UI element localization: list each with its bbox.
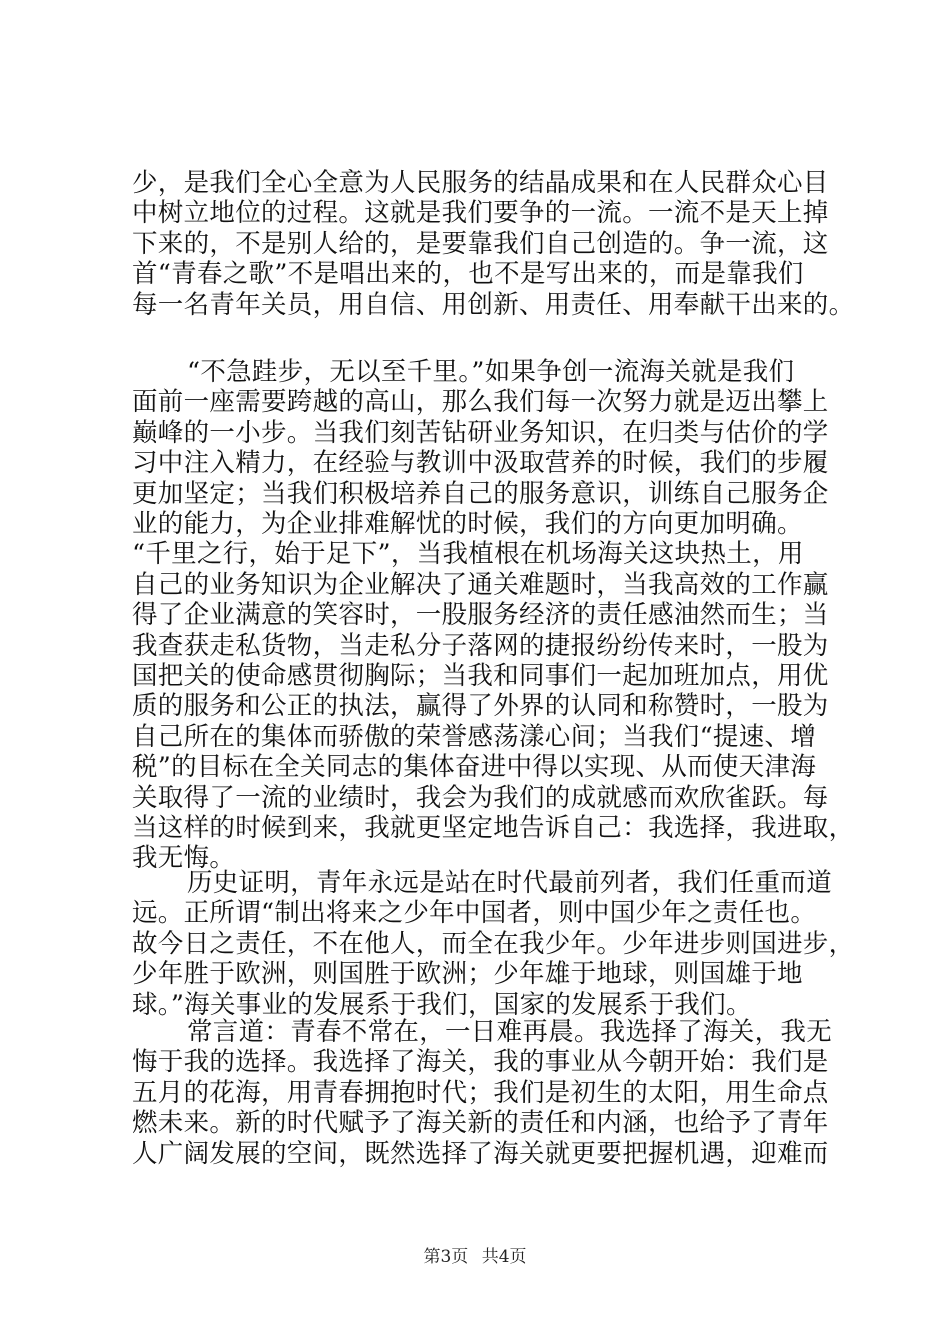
text-line: 少年胜于欧洲，则国胜于欧洲；少年雄于地球，则国雄于地 xyxy=(132,959,803,990)
text-line: 得了企业满意的笑容时，一股服务经济的责任感油然而生；当 xyxy=(132,600,829,631)
text-line: 人广阔发展的空间，既然选择了海关就更要把握机遇，迎难而 xyxy=(132,1138,829,1169)
text-line: 下来的，不是别人给的，是要靠我们自己创造的。争一流，这 xyxy=(132,228,829,259)
text-line: 更加坚定；当我们积极培养自己的服务意识，训练自己服务企 xyxy=(132,478,829,509)
text-line: 巅峰的一小步。当我们刻苦钻研业务知识，在归类与估价的学 xyxy=(132,417,829,448)
page-footer xyxy=(0,1246,950,1268)
text-line: 当这样的时候到来，我就更坚定地告诉自己：我选择，我进取， xyxy=(132,813,855,843)
text-line: 故今日之责任，不在他人，而全在我少年。少年进步则国进步， xyxy=(132,928,855,959)
page-number: 第3页 xyxy=(423,1247,469,1267)
text-line: 业的能力，为企业排难解忧的时候，我们的方向更加明确。 xyxy=(132,509,803,539)
text-line: 首“青春之歌”不是唱出来的，也不是写出来的，而是靠我们 xyxy=(132,259,804,290)
text-line: 质的服务和公正的执法，赢得了外界的认同和称赞时，一股为 xyxy=(132,691,829,722)
text-line: “千里之行，始于足下”，当我植根在机场海关这块热土，用 xyxy=(132,539,804,570)
text-line: 球。”海关事业的发展系于我们，国家的发展系于我们。 xyxy=(132,989,752,1020)
text-line: 中树立地位的过程。这就是我们要争的一流。一流不是天上掉 xyxy=(132,198,829,229)
text-line: 习中注入精力，在经验与教训中汲取营养的时候，我们的步履 xyxy=(132,448,829,479)
text-line: 国把关的使命感贯彻胸际；当我和同事们一起加班加点，用优 xyxy=(132,661,829,691)
text-line: 自己所在的集体而骄傲的荣誉感荡漾心间；当我们“提速、增 xyxy=(132,721,817,752)
text-line: 每一名青年关员，用自信、用创新、用责任、用奉献干出来的。 xyxy=(132,289,855,320)
text-line: 燃未来。新的时代赋予了海关新的责任和内涵，也给予了青年 xyxy=(132,1108,829,1139)
text-line: 税”的目标在全关同志的集体奋进中得以实现、从而使天津海 xyxy=(132,752,817,783)
text-line: 悔于我的选择。我选择了海关，我的事业从今朝开始：我们是 xyxy=(132,1047,829,1078)
page-total: 共4页 xyxy=(481,1247,527,1267)
text-line: 少，是我们全心全意为人民服务的结晶成果和在人民群众心目 xyxy=(132,168,829,198)
text-line: 五月的花海，用青春拥抱时代；我们是初生的太阳，用生命点 xyxy=(132,1077,829,1108)
text-line: 面前一座需要跨越的高山，那么我们每一次努力就是迈出攀上 xyxy=(132,387,829,418)
text-line: “不急跬步，无以至千里。”如果争创一流海关就是我们 xyxy=(187,357,795,387)
text-line: 远。正所谓“制出将来之少年中国者，则中国少年之责任也。 xyxy=(132,898,817,929)
text-line: 我查获走私货物，当走私分子落网的捷报纷纷传来时，一股为 xyxy=(132,630,829,661)
text-line: 关取得了一流的业绩时，我会为我们的成就感而欢欣雀跃。每 xyxy=(132,782,829,813)
text-line: 常言道：青春不常在，一日难再晨。我选择了海关，我无 xyxy=(187,1017,833,1047)
text-line: 自己的业务知识为企业解决了通关难题时，当我高效的工作赢 xyxy=(132,569,829,600)
text-line: 历史证明，青年永远是站在时代最前列者，我们任重而道 xyxy=(187,868,833,898)
text-line: 我无悔。 xyxy=(132,843,236,874)
